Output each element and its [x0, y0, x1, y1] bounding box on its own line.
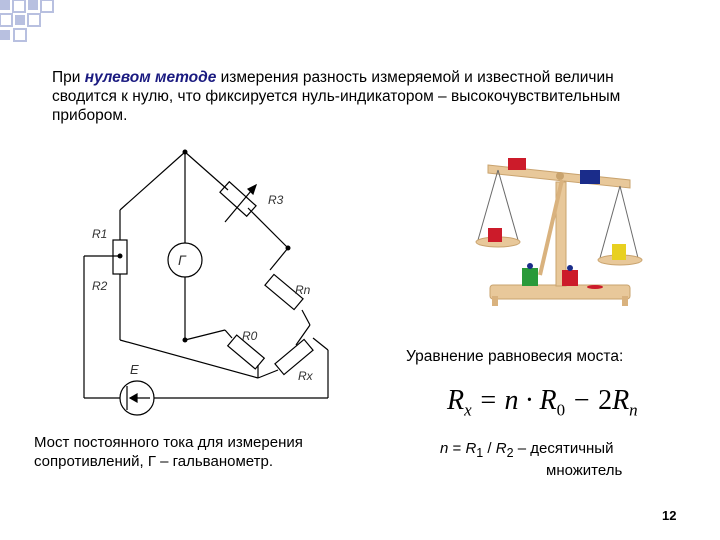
corner-decoration [0, 0, 60, 50]
source-label: E [130, 362, 139, 377]
bridge-balance-formula: $R_x = n \cdot R_0 - 2R_n$ [447, 385, 638, 420]
intro-text-before: При [52, 69, 85, 86]
intro-paragraph [52, 68, 672, 125]
intro-text-after: измерения разность измеряемой и известной величин сводится к нулю, что фиксируется нуль-индикатором – высокочувствительным прибором. [52, 69, 621, 124]
r3-label: R3 [268, 193, 284, 207]
ratio-definition-line2: множитель [546, 462, 623, 479]
balance-scale-illustration [470, 140, 650, 320]
r2-label: R2 [92, 279, 108, 293]
equation-title: Уравнение равновесия моста: [406, 348, 624, 365]
intro-emphasis: нулевом методе [84, 69, 217, 86]
diagram-caption: Мост постоянного тока для измерения сопротивлений, Г – гальванометр. [34, 434, 303, 470]
rx-label: Rx [298, 369, 313, 383]
r0-label: R0 [242, 329, 258, 343]
ratio-definition: $n = R_1 / R_2$ – десятичный [440, 440, 614, 460]
rn-label: Rn [295, 283, 311, 297]
bridge-circuit-diagram [70, 140, 340, 425]
galvanometer-label: Г [178, 252, 186, 268]
r1-label: R1 [92, 227, 108, 241]
page-number: 12 [662, 508, 677, 523]
